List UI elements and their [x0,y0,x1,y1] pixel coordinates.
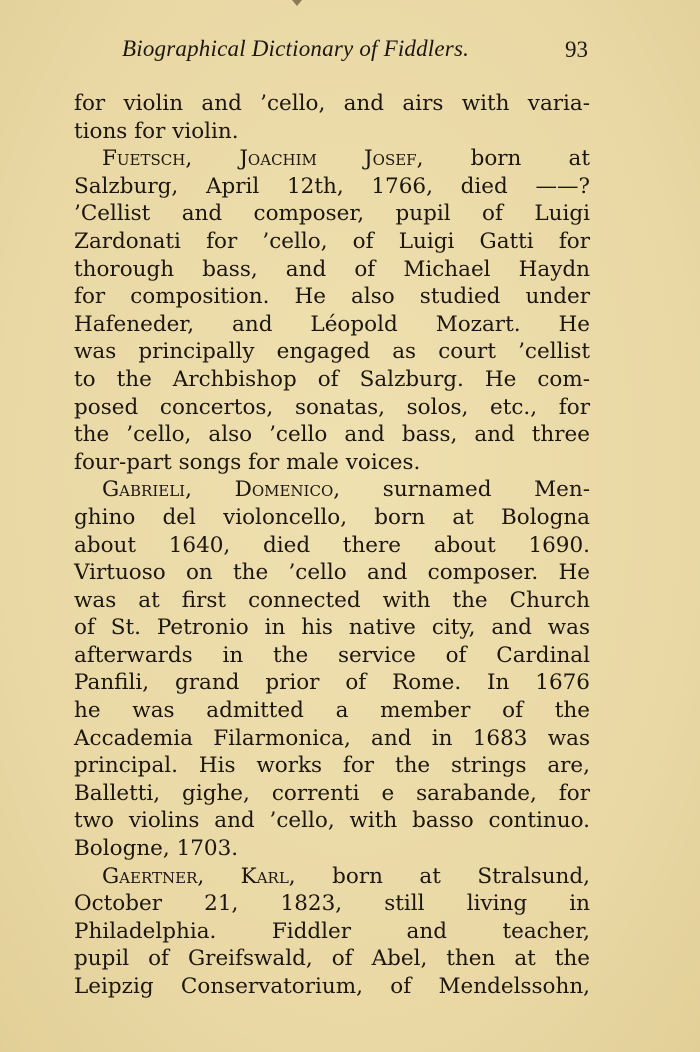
text-line [74,559,590,587]
line-text: four-part songs for male voices. [74,449,421,475]
text-line [74,669,590,697]
text-line [74,421,590,449]
line-text: Zardonati for ’cello, of Luigi Gatti for [74,228,590,254]
text-line [74,835,590,863]
text-line [74,118,590,146]
line-text: Balletti, gighe, correnti e sarabande, for [74,780,590,806]
line-text: born at [423,146,590,172]
text-line [74,394,590,422]
text-line [74,807,590,835]
entry-first-line [74,863,590,891]
line-text: for composition. He also studied under [74,284,590,310]
entry-name: Gabrieli, Domenico, [102,477,341,503]
entry-name: Fuetsch, Joachim Josef, [102,146,424,172]
line-text: he was admitted a member of the [74,698,590,724]
running-head [74,34,590,68]
entry-name: Gaertner, Karl, [102,863,296,889]
text-line [74,642,590,670]
text-line [74,697,590,725]
text-line [74,614,590,642]
line-text: Virtuoso on the ’cello and composer. He [74,560,590,586]
body-text [74,90,590,1001]
text-line [74,973,590,1001]
line-text: of St. Petronio in his native city, and was [74,615,590,641]
line-text: about 1640, died there about 1690. [74,532,590,558]
text-line [74,338,590,366]
line-text: was principally engaged as court ’cellist [74,339,590,365]
text-line [74,945,590,973]
page-number: 93 [565,37,588,62]
text-line [74,366,590,394]
text-line [74,256,590,284]
entry-first-line [74,145,590,173]
line-text: Accademia Filarmonica, and in 1683 was [74,725,590,751]
line-text: Hafeneder, and Léopold Mozart. He [74,311,590,337]
line-text: pupil of Greifswald, of Abel, then at the [74,946,590,972]
line-text: born at Stralsund, [295,863,591,889]
text-line [74,504,590,532]
text-line [74,532,590,560]
text-line [74,228,590,256]
line-text: Philadelphia. Fiddler and teacher, [74,918,590,944]
line-text: October 21, 1823, still living in [74,891,590,917]
text-line [74,918,590,946]
text-line [74,200,590,228]
line-text: ’Cellist and composer, pupil of Luigi [74,201,590,227]
line-text: for violin and ’cello, and airs with varia- [74,91,590,116]
text-line [74,90,590,118]
text-line [74,283,590,311]
text-line [74,173,590,201]
line-text: principal. His works for the strings are, [74,753,590,779]
line-text: Bologne, 1703. [74,836,239,862]
line-text: posed concertos, sonatas, solos, etc., for [74,394,590,420]
line-text: two violins and ’cello, with basso continuo. [74,808,590,834]
line-text: thorough bass, and of Michael Haydn [74,256,590,282]
line-text: Leipzig Conservatorium, of Mendelssohn, [74,974,590,999]
text-line [74,311,590,339]
running-title: Biographical Dictionary of Fiddlers. [122,36,470,61]
text-line [74,752,590,780]
text-line [74,587,590,615]
line-text: tions for violin. [74,118,239,144]
line-text: was at first connected with the Church [74,587,590,613]
line-text: Panfili, grand prior of Rome. In 1676 [74,670,590,696]
line-text: the ’cello, also ’cello and bass, and three [74,422,590,448]
text-line [74,780,590,808]
line-text: surnamed Men- [340,477,591,503]
text-line [74,890,590,918]
line-text: ghino del violoncello, born at Bologna [74,504,590,530]
line-text: Salzburg, April 12th, 1766, died ——? [74,173,590,199]
page-edge-mark [292,0,302,6]
entry-first-line [74,476,590,504]
text-line [74,725,590,753]
line-text: to the Archbishop of Salzburg. He com- [74,366,590,392]
line-text: afterwards in the service of Cardinal [74,642,590,668]
text-line [74,449,590,477]
